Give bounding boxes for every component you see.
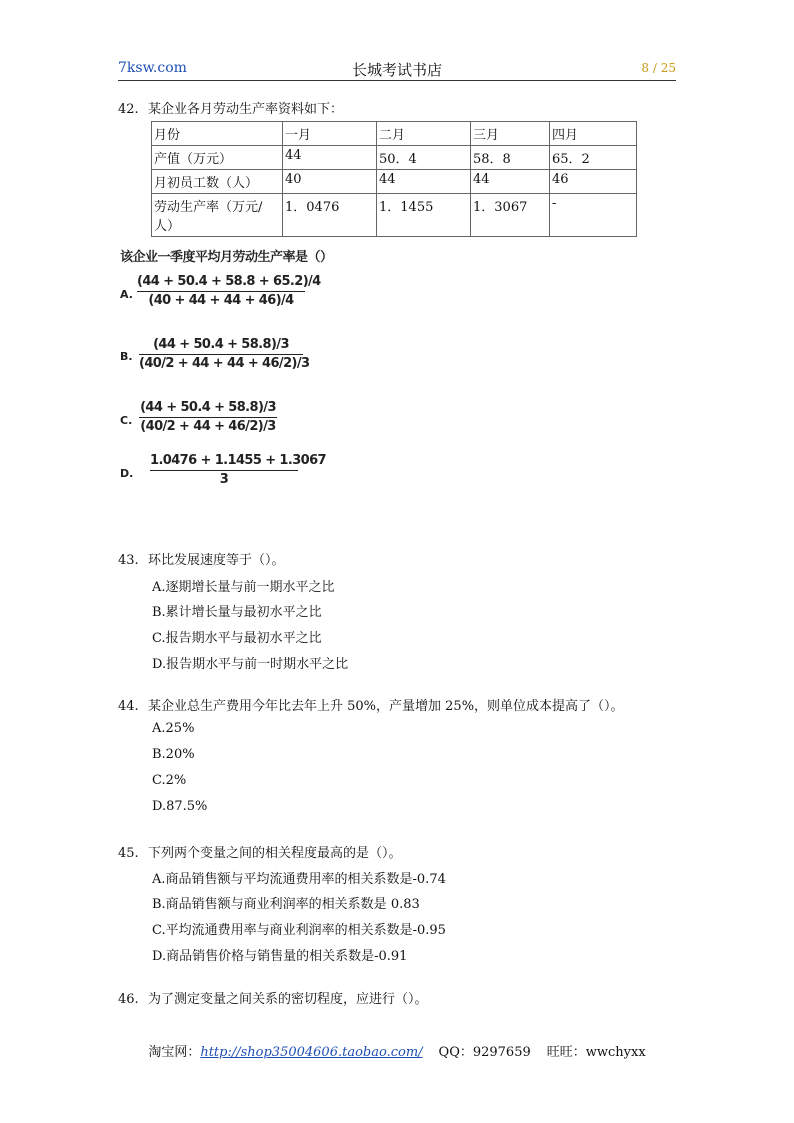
fraction-c	[139, 399, 277, 436]
site-name[interactable]: 7ksw.com	[118, 60, 187, 76]
option-d: D.商品销售价格与销售量的相关系数是-0.91	[152, 949, 408, 964]
option-label: B.	[120, 350, 133, 363]
fraction-b	[139, 336, 310, 373]
option-c: C.报告期水平与最初水平之比	[152, 631, 322, 646]
fraction-denominator: 3	[219, 472, 229, 487]
fraction-numerator: 1.0476 + 1.1455 + 1.3067	[150, 453, 326, 468]
table-cell: 月份	[152, 122, 283, 146]
option-b: B.商品销售额与商业利润率的相关系数是 0.83	[152, 897, 420, 912]
table-cell: 58．8	[471, 146, 550, 170]
option-d: D.87.5%	[152, 799, 208, 814]
question-43	[118, 549, 285, 568]
table-cell: 1．3067	[471, 194, 550, 237]
table-cell: 46	[550, 170, 637, 194]
fraction-a	[137, 273, 321, 310]
fraction-denominator: (40/2 + 44 + 44 + 46/2)/3	[139, 356, 310, 371]
option-b: B.20%	[152, 747, 195, 762]
page-number: 8 / 25	[641, 61, 676, 75]
question-text: 为了测定变量之间关系的密切程度，应进行（）。	[148, 992, 428, 1007]
option-c: C.2%	[152, 773, 187, 788]
question-text: 某企业各月劳动生产率资料如下：	[148, 102, 344, 117]
question-number: 43.	[118, 553, 139, 568]
taobao-link[interactable]: http://shop35004606.taobao.com/	[200, 1045, 423, 1060]
question-44	[118, 695, 624, 714]
table-cell: 40	[283, 170, 377, 194]
fraction-denominator: (40 + 44 + 44 + 46)/4	[148, 293, 294, 308]
fraction-numerator: (44 + 50.4 + 58.8)/3	[153, 337, 289, 352]
question-text: 环比发展速度等于（）。	[148, 553, 285, 568]
table-cell: 三月	[471, 122, 550, 146]
question-text: 某企业总生产费用今年比去年上升 50%，产量增加 25%，则单位成本提高了（）。	[148, 699, 624, 714]
qq-contact: QQ：9297659	[438, 1045, 531, 1060]
table-cell: 二月	[377, 122, 471, 146]
table-cell: 产值（万元）	[152, 146, 283, 170]
taobao-label: 淘宝网：	[148, 1045, 201, 1060]
table-cell: 1．1455	[377, 194, 471, 237]
fraction-numerator: (44 + 50.4 + 58.8)/3	[140, 400, 276, 415]
productivity-table	[151, 121, 637, 237]
wangwang-contact: 旺旺：wwchyxx	[546, 1045, 646, 1060]
table-cell: 65．2	[550, 146, 637, 170]
table-row	[152, 146, 637, 170]
question-number: 42.	[118, 102, 139, 117]
option-b: B.累计增长量与最初水平之比	[152, 605, 322, 620]
table-cell: 劳动生产率（万元/人）	[152, 194, 283, 237]
option-c: C.平均流通费用率与商业利润率的相关系数是-0.95	[152, 923, 446, 938]
question-46	[118, 988, 428, 1007]
table-row	[152, 194, 637, 237]
table-cell: 50．4	[377, 146, 471, 170]
question-number: 44.	[118, 699, 139, 714]
sub-question-text: 该企业一季度平均月劳动生产率是（）	[120, 250, 333, 265]
question-text: 下列两个变量之间的相关程度最高的是（）。	[148, 846, 402, 861]
page-footer	[0, 1041, 794, 1060]
table-cell: 44	[377, 170, 471, 194]
option-a: A.25%	[152, 721, 195, 736]
table-row	[152, 170, 637, 194]
option-a: A.逐期增长量与前一期水平之比	[152, 580, 335, 595]
table-cell: 44	[283, 146, 377, 170]
table-cell: 一月	[283, 122, 377, 146]
fraction-d	[150, 452, 326, 489]
option-label: C.	[120, 414, 133, 427]
option-d: D.报告期水平与前一时期水平之比	[152, 657, 349, 672]
fraction-numerator: (44 + 50.4 + 58.8 + 65.2)/4	[137, 274, 321, 289]
question-number: 46.	[118, 992, 139, 1007]
table-cell: 1．0476	[283, 194, 377, 237]
fraction-denominator: (40/2 + 44 + 46/2)/3	[140, 419, 276, 434]
table-cell: 月初员工数（人）	[152, 170, 283, 194]
page-header	[118, 58, 676, 81]
table-cell: 44	[471, 170, 550, 194]
question-42	[118, 98, 343, 117]
question-number: 45.	[118, 846, 139, 861]
table-cell: -	[550, 194, 637, 237]
option-label: D.	[120, 467, 134, 480]
question-45	[118, 842, 402, 861]
table-cell: 四月	[550, 122, 637, 146]
option-a: A.商品销售额与平均流通费用率的相关系数是-0.74	[152, 872, 446, 887]
option-label: A.	[120, 288, 133, 301]
shop-title: 长城考试书店	[351, 61, 442, 79]
table-row	[152, 122, 637, 146]
